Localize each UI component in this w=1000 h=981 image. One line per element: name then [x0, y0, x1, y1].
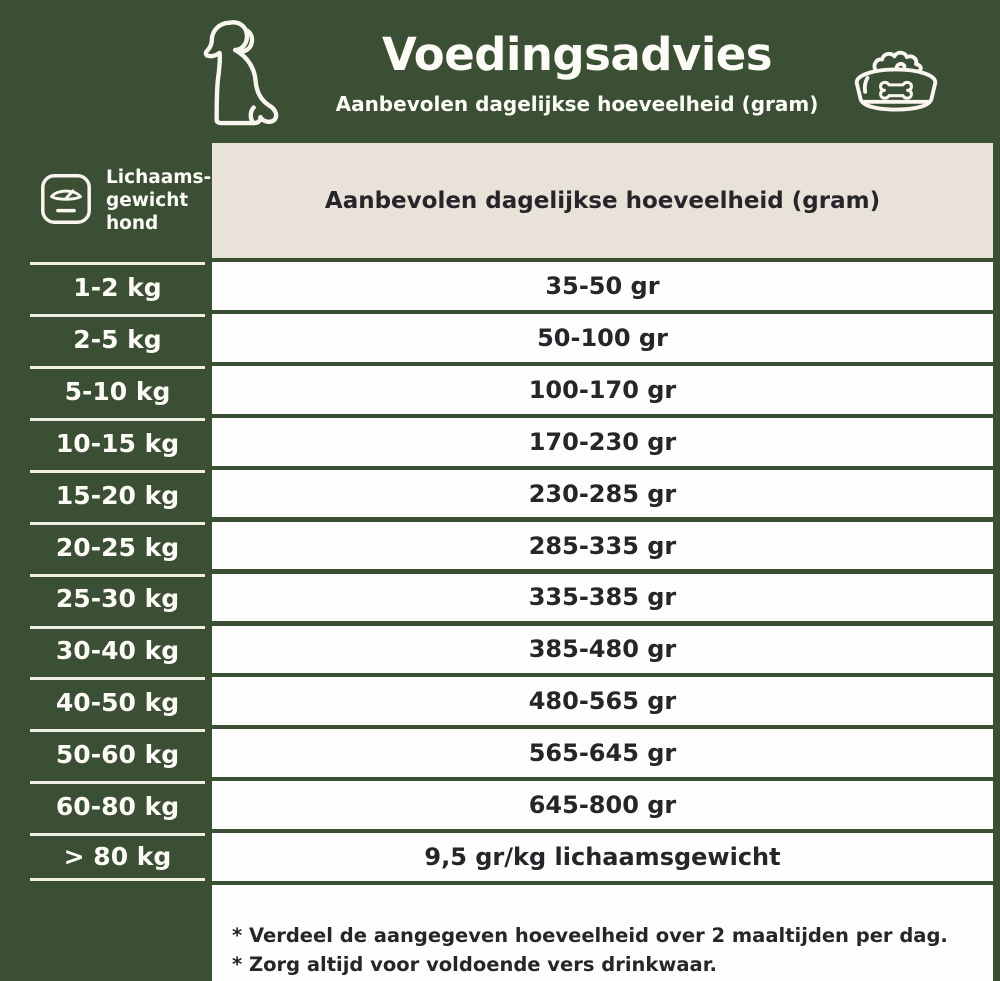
dog-bowl-icon: [838, 44, 954, 129]
amount-cell: 480-565 gr: [212, 677, 993, 725]
amount-cell: 230-285 gr: [212, 470, 993, 518]
weight-cell: 60-80 kg: [30, 781, 205, 829]
footnote-line: * Zorg altijd voor voldoende vers drinkwaar.: [232, 953, 717, 977]
weight-cell: 2-5 kg: [30, 314, 205, 362]
amount-cell: 645-800 gr: [212, 781, 993, 829]
footnote-line: * Verdeel de aangegeven hoeveelheid over 2 maaltijden per dag.: [232, 923, 948, 947]
amount-cell: 565-645 gr: [212, 729, 993, 777]
amount-cell: 335-385 gr: [212, 574, 993, 622]
weight-cell: 1-2 kg: [30, 262, 205, 310]
amount-cell: 35-50 gr: [212, 262, 993, 310]
weight-cell: 10-15 kg: [30, 418, 205, 466]
weight-column-header: [30, 143, 212, 258]
amount-cell: 285-335 gr: [212, 522, 993, 570]
weight-cell: 5-10 kg: [30, 366, 205, 414]
weight-cell: 25-30 kg: [30, 574, 205, 622]
weight-cell: 15-20 kg: [30, 470, 205, 518]
page-subtitle: Aanbevolen dagelijkse hoeveelheid (gram): [335, 92, 819, 116]
weight-column-header-label: Lichaams- gewicht hond: [106, 167, 212, 234]
amount-column-header: Aanbevolen dagelijkse hoeveelheid (gram): [212, 143, 993, 258]
amount-cell: 385-480 gr: [212, 626, 993, 674]
weight-cell: > 80 kg: [30, 833, 205, 881]
amount-cell: 100-170 gr: [212, 366, 993, 414]
empty-cell: [30, 885, 205, 981]
amount-cell: 170-230 gr: [212, 418, 993, 466]
scale-icon: [37, 170, 95, 232]
feeding-table: [30, 143, 993, 981]
weight-cell: 50-60 kg: [30, 729, 205, 777]
weight-cell: 20-25 kg: [30, 522, 205, 570]
amount-cell: 50-100 gr: [212, 314, 993, 362]
footnotes: [212, 885, 993, 981]
weight-cell: 40-50 kg: [30, 677, 205, 725]
amount-cell: 9,5 gr/kg lichaamsgewicht: [212, 833, 993, 881]
weight-cell: 30-40 kg: [30, 626, 205, 674]
page-title: Voedingsadvies: [381, 28, 773, 81]
